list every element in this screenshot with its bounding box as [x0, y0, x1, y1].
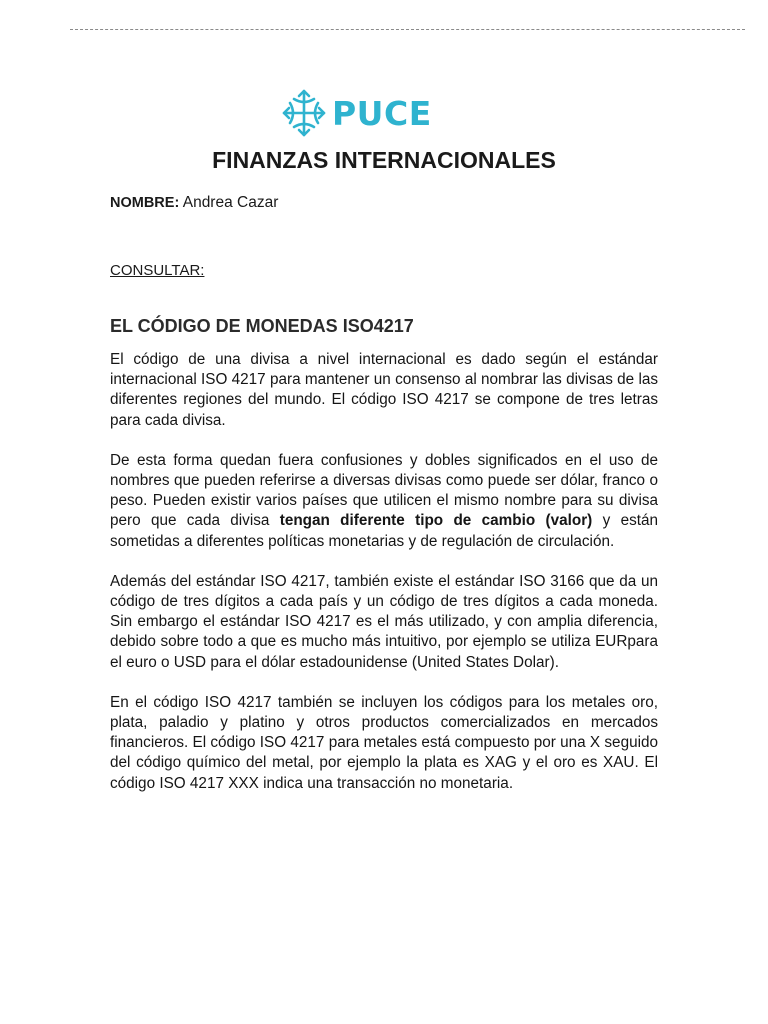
name-value: Andrea Cazar: [179, 194, 279, 211]
body-text: [110, 350, 658, 814]
puce-emblem-icon: [282, 89, 326, 137]
name-label: NOMBRE:: [110, 195, 180, 211]
logo-text: PUCE: [332, 93, 432, 133]
paragraph-4: En el código ISO 4217 también se incluyen los códigos para los metales oro, plata, paladio y platino y otros productos comercializados en mercados financieros. El código ISO 4217 para metales está compuesto por una X seguido del código químico del metal, por ejemplo la plata es XAG y el oro es XAU. El código ISO 4217 XXX indica una transacción no monetaria.: [110, 693, 658, 792]
paragraph-2-part-2: y están sometidas a diferentes políticas monetarias y de regulación de circulación.: [110, 512, 658, 550]
page-edge-dashed-line: [70, 29, 745, 30]
paragraph-2-bold: tengan diferente tipo de cambio (valor): [279, 512, 593, 530]
document-title: FINANZAS INTERNACIONALES: [212, 147, 556, 173]
puce-logo: [282, 88, 432, 138]
paragraph-2: [110, 451, 658, 552]
paragraph-3: Además del estándar ISO 4217, también existe el estándar ISO 3166 que da un código de tres dígitos a cada país y un código de tres dígitos a cada moneda. Sin embargo el estándar ISO 4217 es el más utilizado, y con amplia diferencia, debido sobre todo a que es mucho más intuitivo, por ejemplo se utiliza EURpara el euro o USD para el dólar estadounidense (United States Dolar).: [110, 572, 658, 671]
section-heading: EL CÓDIGO DE MONEDAS ISO4217: [110, 316, 414, 336]
paragraph-2-part-1: De esta forma quedan fuera confusiones y dobles significados en el uso de nombres que pueden referirse a diversas divisas como puede ser dólar, franco o peso. Pueden existir varios países que utilicen el mismo nombre para su divisa pero que cada divisa: [110, 451, 658, 530]
student-name-line: [110, 194, 278, 212]
consult-label: CONSULTAR:: [110, 262, 205, 279]
paragraph-1: El código de una divisa a nivel internacional es dado según el estándar internacional ISO 4217 para mantener un consenso al nombrar las divisas de las diferentes regiones del mundo. El código ISO 4217 se compone de tres letras para cada divisa.: [110, 351, 658, 429]
